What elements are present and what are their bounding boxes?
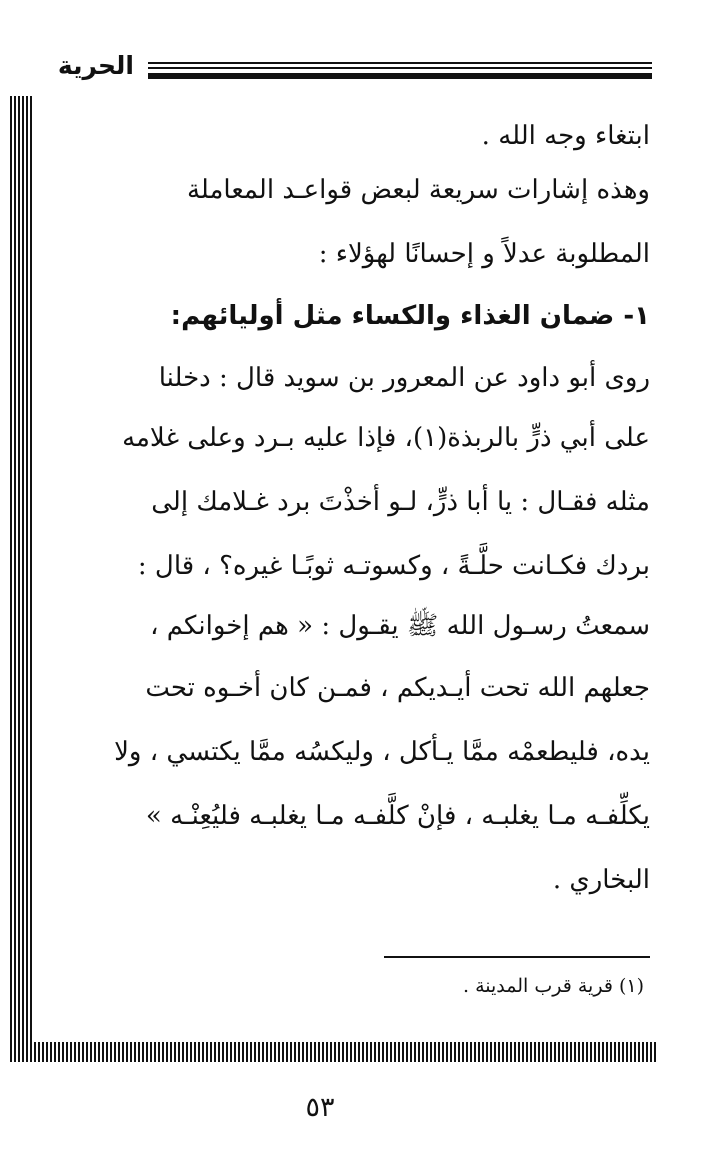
body-line-7: مثله فقـال : يا أبا ذرٍّ، لـو أخذْتَ برد غـلامك إلى — [151, 487, 650, 517]
left-ornamental-border — [10, 96, 34, 1056]
footnote-separator — [384, 956, 650, 958]
body-line-13: البخاري . — [552, 865, 650, 895]
header-rule-thin-top — [148, 62, 652, 64]
bottom-ornamental-border — [10, 1042, 658, 1062]
body-line-1: ابتغاء وجه الله . — [481, 121, 650, 151]
body-line-6: على أبي ذرٍّ بالربذة(١)، فإذا عليه بـرد وعلى غلامه — [122, 423, 650, 453]
header-rule-thick — [148, 73, 652, 79]
body-line-3: المطلوبة عدلاً و إحسانًا لهؤلاء : — [318, 239, 650, 269]
body-line-5: روى أبو داود عن المعرور بن سويد قال : دخلنا — [158, 363, 650, 393]
body-line-9: سمعتُ رسـول الله ﷺ يقـول : « هم إخوانكم ، — [150, 611, 650, 641]
footnote-text: (١) قرية قرب المدينة . — [463, 975, 644, 997]
page-number: ٥٣ — [305, 1092, 335, 1123]
body-line-12: يكلِّفـه مـا يغلبـه ، فإنْ كلَّفـه مـا يغلبـه فليُعِنْـه » — [145, 801, 650, 831]
running-header-title: الحرية — [57, 51, 134, 80]
body-line-10: جعلهم الله تحت أيـديكم ، فمـن كان أخـوه تحت — [145, 673, 650, 703]
header-rule-thin-middle — [148, 67, 652, 69]
body-line-8: بردك فكـانت حلَّـةً ، وكسوتـه ثوبًـا غيره؟ ، قال : — [137, 551, 650, 581]
section-heading: ١- ضمان الغذاء والكساء مثل أوليائهم: — [170, 301, 650, 331]
body-line-2: وهذه إشارات سريعة لبعض قواعـد المعاملة — [186, 175, 650, 205]
body-line-11: يده، فليطعمْه ممَّا يـأكل ، وليكسُه ممَّا يكتسي ، ولا — [114, 737, 650, 767]
